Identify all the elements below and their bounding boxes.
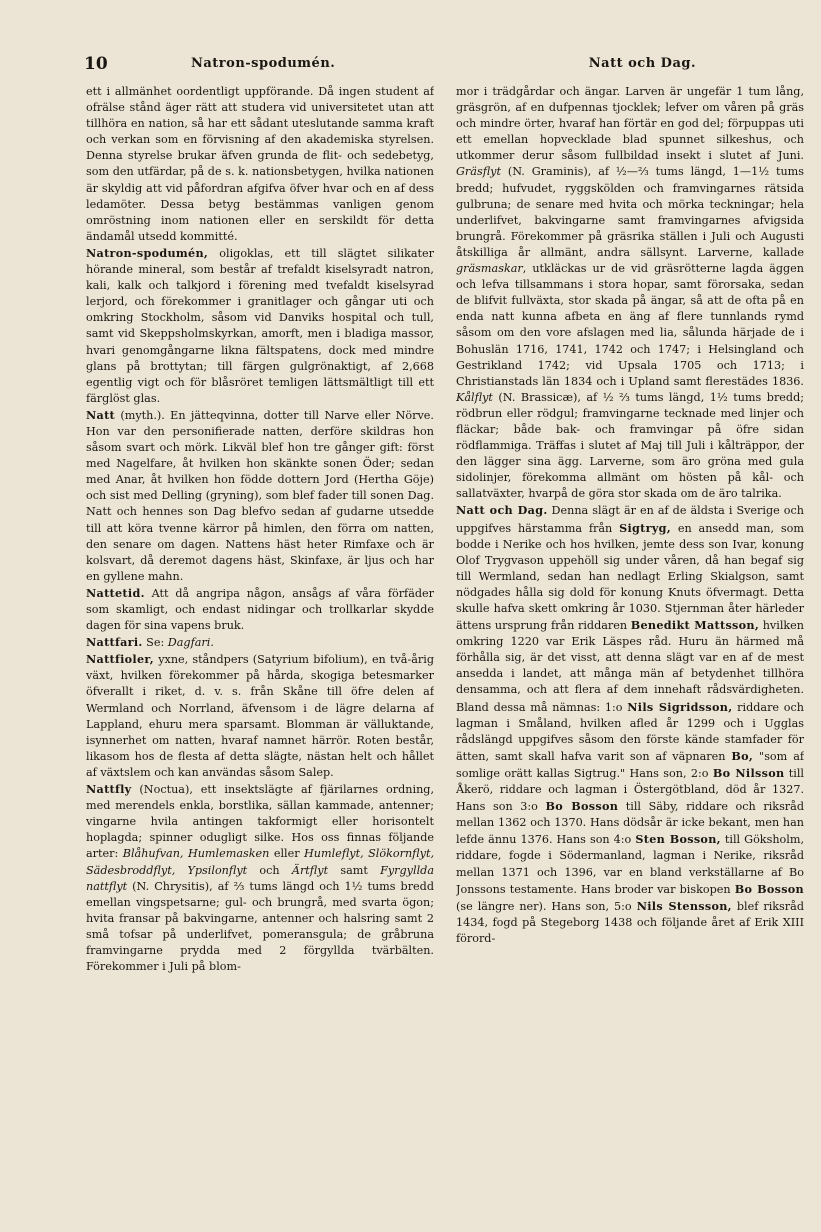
entry-text: (N. Brassicæ), af ½ ⅔ tums längd, 1½ tums bredd; rödbrun eller rödgul; framvingarne tecknade med linjer och fläckar; både bak- och framvingar på öfre sidan rödflammiga. Träffas i slutet af Maj till Juli i kålträppor, der den lägger sina ägg. Larverne, som äro gröna med gula sidolinjer, förekomma allmänt om hösten på kål- och sallatväxter, hvarpå de göra stor skada om de äro talrika. <box>456 390 804 501</box>
headword: Natt <box>86 407 116 422</box>
entry-nattfari <box>86 634 434 651</box>
person-name: Bo Bosson <box>734 881 804 896</box>
running-head-right: Natt och Dag. <box>588 56 696 71</box>
species-name: Ärtflyt <box>291 863 329 877</box>
person-name: Sten Bosson, <box>635 832 721 847</box>
entry-text: , utkläckas ur de vid gräsrötterne lagda äggen och lefva tillsammans i stora hopar, samt förorsaka, sedan de blifvit fullväxta, stor skada på ängar, så att de ofta på en enda natt kunna afbeta en äng af flere tunnlands rymd såsom om den vore afslagen med lia, sålunda härjade de i Bohuslän 1716, 1741, 1742 och 1747; i Helsingland och Gestrikland 1742; vid Upsala 1705 och 1713; i Christianstads län 1834 och i Upland samt flerestädes 1836. <box>456 262 804 388</box>
species-name: Kålflyt <box>456 390 493 404</box>
entry-natt <box>86 407 434 585</box>
entry-body: yxne, ståndpers (Satyrium bifolium), en två-årig växt, hvilken förekommer på hårda, skogiga betesmarker öfverallt i riket, d. v. s. från Skåne till öfre delen af Wermland och Norrland, äfvensom i de lägre delarna af Lappland, ehuru mera sparsamt. Blomman är välluktande, isynnerhet om natten, hvaraf namnet härrör. Roten består, likasom hos de flesta af detta slägte, nästan helt och hållet af växtslem och kan användas såsom Salep. <box>86 653 434 779</box>
entry-text: "som af somlige orätt kallas Sigtrug." Hans son, 2:o <box>456 749 804 780</box>
running-head-left: Natron-spodumén. <box>191 56 336 71</box>
entry-text: och <box>247 863 292 877</box>
entry-natron-spodumen <box>86 245 434 407</box>
entry-text: hvilken omkring 1220 var Erik Läspes råd. Huru än härmed må förhålla sig, är det visst, att denna slägt var en af de mest ansedda i landet, att många män af betydenhet tillhöra densamma, och att flera af dem innehaft rådsvärdigheten. Bland dessa må nämnas: 1:o <box>456 619 804 714</box>
continued-paragraph <box>456 84 804 502</box>
page-number: 10 <box>84 54 108 74</box>
entry-text: till Åkerö, riddare och lagman i Östergötbland, död år 1327. Hans son 3:o <box>456 766 804 814</box>
entry-nattfly <box>86 781 434 975</box>
cross-reference: Dagfari. <box>167 636 214 650</box>
person-name: Sigtryg, <box>619 520 671 535</box>
left-column <box>86 84 434 1154</box>
headword: Nattetid. <box>86 585 145 600</box>
entry-text: riddare och lagman i Småland, hvilken afled år 1299 och i Ugglas rådslängd uppgifves såsom den förste kände stamfader för ätten, samt skall hafva varit son af väpnaren <box>456 700 804 763</box>
person-name: Bo Nilsson <box>712 765 785 780</box>
entry-body: (myth.). En jätteqvinna, dotter till Narve eller Nörve. Hon var den personifierade natten, derföre skildras hon såsom svart och mörk. Likväl blef hon tre gånger gift: först med Nagelfare, åt hvilken hon skänkte sonen Öder; sedan med Anar, åt hvilken hon födde dottern Jord (Hertha Göje) och sist med Delling (gryning), som blef fader till sonen Dag. Natt och hennes son Dag blefvo sedan af gudarne utsedde till att köra tvenne kärror på himlen, den förra om natten, den senare om dagen. Nattens häst heter Rimfaxe och är kolsvart, då deremot dagens häst, Skinfaxe, är ljus och har en gyllene mahn. <box>86 408 434 583</box>
species-name: Blåhufvan, Humlemasken <box>122 847 270 861</box>
entry-text: Denna slägt är en af de äldsta i Sverige och uppgifves härstamma från <box>456 504 804 535</box>
entry-body: (N. Chrysitis), af ⅔ tums längd och 1½ tums bredd emellan vingspetsarne; gul- och brungrå, med svarta ögon; hvita fransar på bakvingarne, antenner och halsring samt 2 små tofsar på underlifvet, pomeransgula; de gråbruna framvingarne prydda med 2 förgyllda tvärbälten. Förekommer i Juli på blom- <box>86 879 434 974</box>
entry-body: Se: <box>142 636 168 650</box>
person-name: Nils Stensson, <box>636 898 732 913</box>
entry-text: samt <box>328 863 381 877</box>
headword: Nattfioler, <box>86 652 154 667</box>
entry-text: till Säby, riddare och riksråd mellan 1362 och 1370. Hans dödsår är icke bekant, men han lefde ännu 1376. Hans son 4:o <box>456 800 804 847</box>
right-column <box>456 84 804 1154</box>
entry-body: (Noctua), ett insektslägte af fjärilarnes ordning, med merendels enkla, borstlika, sällan kammade, antenner; vingarne hvila antingen takformigt eller horisontelt hoplagda; spinner odugligt silke. Hos oss finnas följande arter: <box>86 783 434 861</box>
entry-body: Att då angripa någon, ansågs af våra förfäder som skamligt, och endast nidingar och trollkarlar skydde dagen för sina vapens bruk. <box>86 586 434 633</box>
headword: Nattfari. <box>86 635 143 650</box>
species-name: Fyrgyllda nattflyt <box>86 863 434 893</box>
entry-text: eller <box>269 847 305 861</box>
entry-text: (N. Graminis), af ½—⅔ tums längd, 1—1½ tums bredd; hufvudet, ryggskölden och framvingarnes rätsida gulbruna; de senare med hvita och mörka teckningar; hela underlifvet, bakvingarne samt framvingarnes afvigsida brungrå. Förekommer på gräsrika ställen i Juli och Augusti åtskilliga år allmänt, andra sällsynt. Larverne, kallade <box>456 165 804 259</box>
person-name: Bo Bosson <box>545 799 619 814</box>
person-name: Bo, <box>731 748 754 763</box>
species-name: gräsmaskar <box>456 262 523 276</box>
entry-text: mor i trädgårdar och ängar. Larven är ungefär 1 tum lång, gräsgrön, af en dufpennas tjocklek; lefver om våren på gräs och mindre örter, hvaraf han förtär en god del; förpuppas uti ett emellan hopvecklade blad spunnet silkeshus, och utkommer derur såsom fullbildad insekt i slutet af Juni. <box>456 85 804 163</box>
species-name: Gräsflyt <box>456 165 501 179</box>
entry-text: en ansedd man, som bodde i Nerike och hos hvilken, jemte dess son Ivar, konung Olof Trygvason uppehöll sig under våren, då han begaf sig till Wermland, sedan han nedlagt Erling Skialgson, samt nödgades hålla sig dold för konung Knuts öfvermagt. Detta skulle hafva skett omkring år 1030. Stjernman åter härleder ättens ursprung från riddaren <box>456 521 804 633</box>
headword: Natt och Dag. <box>456 503 548 518</box>
headword: Nattfly <box>86 782 132 797</box>
page-header <box>84 54 696 78</box>
species-name: Humleflyt, Slökornflyt, Sädesbroddflyt, Ypsilonflyt <box>86 847 434 877</box>
entry-text: blef riksråd 1434, fogd på Stegeborg 1438 och följande året af Erik XIII förord- <box>456 899 804 945</box>
person-name: Benedikt Mattsson, <box>630 618 760 633</box>
entry-natt-och-dag <box>456 502 804 947</box>
entry-text: (se längre ner). Hans son, 5:o <box>456 899 637 913</box>
continued-paragraph: ett i allmänhet oordentligt uppförande. Då ingen student af ofrälse stånd äger rätt att studera vid universitetet utan att tillhöra en nation, så har ett sådant uteslutande samma kraft och verkan som en förvisning af den akademiska styrelsen. Denna styrelse brukar äfven grunda de flit- och sedebetyg, som den utfärdar, på de s. k. nationsbetygen, hvilka nationen är skyldig att vid påfordran afgifva öfver hvar och en af dess ledamöter. Dessa betyg bestämmas vanligen genom omröstning inom nationen eller en serskildt för detta ändamål utsedd kommitté. <box>86 85 434 243</box>
entry-nattfioler <box>86 651 434 781</box>
person-name: Nils Sigridsson, <box>627 699 733 714</box>
entry-nattetid <box>86 585 434 634</box>
entry-text: till Göksholm, riddare, fogde i Södermanland, lagman i Nerike, riksråd mellan 1371 och 1396, var en bland verkställarne af Bo Jonssons testamente. Hans broder var biskopen <box>456 833 804 896</box>
headword: Natron-spodumén, <box>86 245 209 260</box>
entry-body: oligoklas, ett till slägtet silikater hörande mineral, som består af trefaldt kiselsyradt natron, kali, kalk och talkjord i förening med tvefaldt kiselsyrad lerjord, och förekommer i granitlager och gångar uti och omkring Stockholm, såsom vid Danviks hospital och tull, samt vid Skeppsholmskyrkan, amorft, men i bladiga massor, hvari genomgångarne likna fältspatens, dock med mindre glans på brottytan; till färgen gulgrönaktigt, af 2,668 egentlig vigt och för blåsröret temligen lättsmältligt till ett färglöst glas. <box>86 246 434 405</box>
